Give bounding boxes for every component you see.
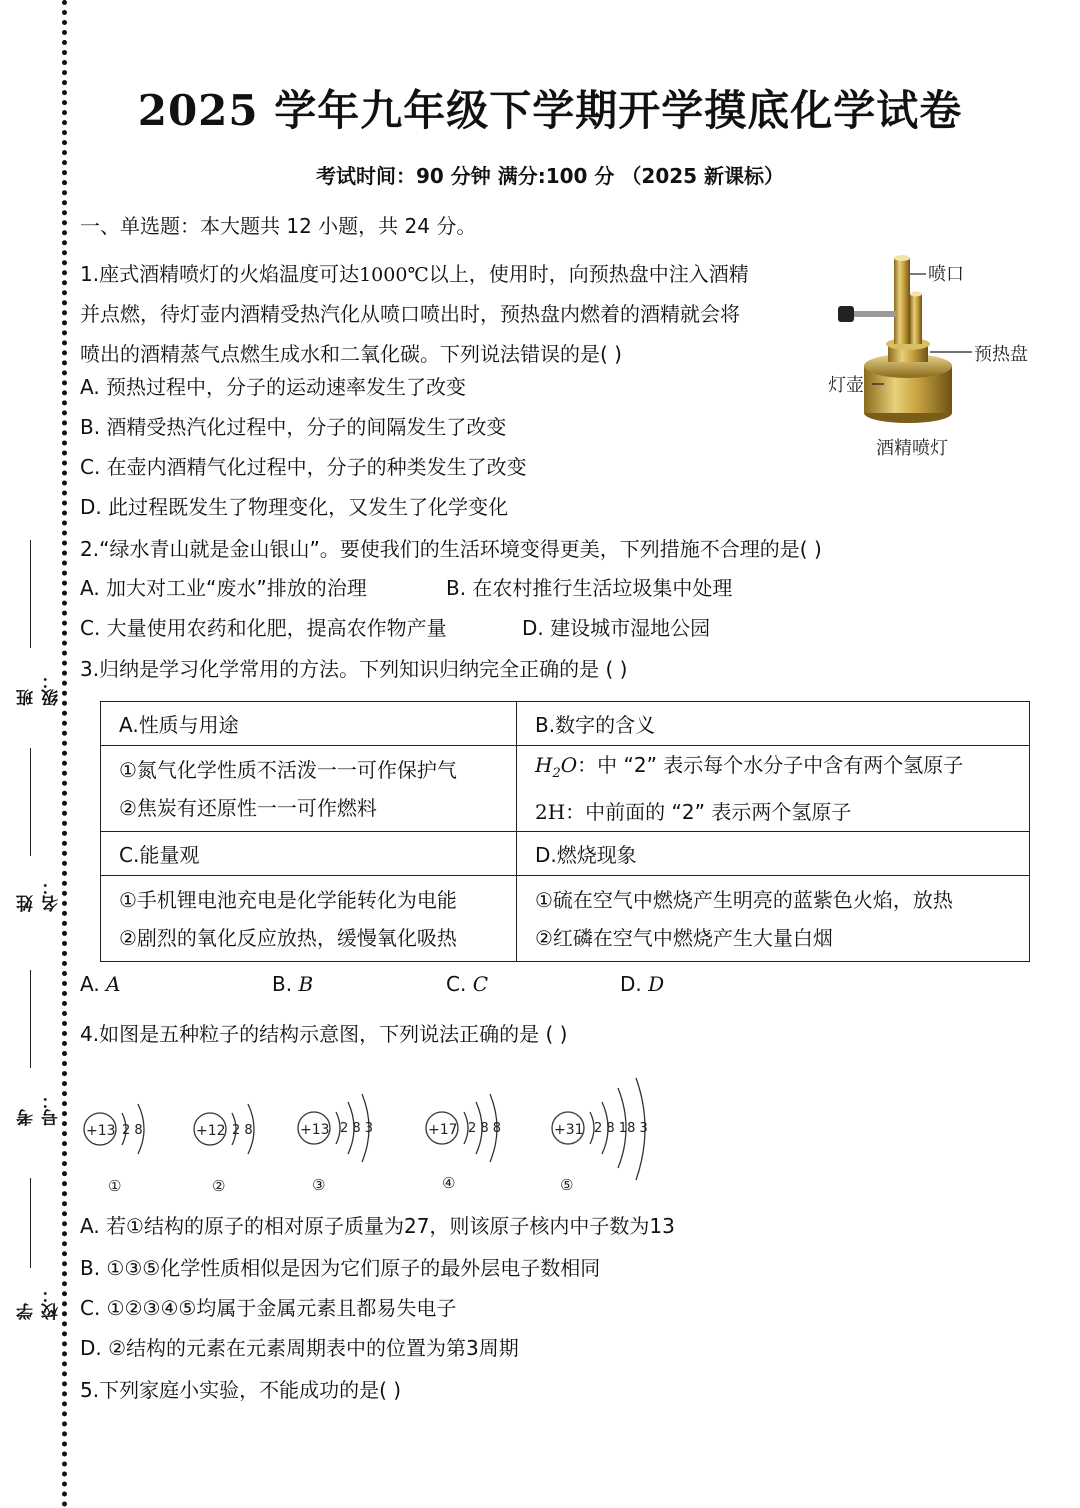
q1-stem-line2: 并点燃，待灯壶内酒精受热汽化从喷口喷出时，预热盘内燃着的酒精就会将 [80, 302, 740, 326]
q4-option-c: C. ①②③④⑤均属于金属元素且都易失电子 [80, 1296, 457, 1320]
table-c-item1: ①手机锂电池充电是化学能转化为电能 [119, 887, 457, 912]
class-blank-line [30, 540, 31, 648]
table-c-item2: ②剧烈的氧化反应放热，缓慢氧化吸热 [119, 925, 457, 950]
table-head-a: A.性质与用途 [101, 702, 517, 746]
q3-knowledge-table [100, 701, 1030, 962]
q3-option-b-letter: B [298, 972, 314, 996]
table-b-item2-text: ：中前面的 “2” 表示两个氢原子 [565, 800, 852, 824]
q5-stem: 5.下列家庭小实验，不能成功的是( ) [80, 1378, 402, 1402]
number-blank-line [30, 970, 31, 1068]
school-blank-line [30, 1178, 31, 1268]
table-head-b: B.数字的含义 [517, 702, 1030, 746]
particle-4-shells: 2 8 8 [468, 1121, 502, 1136]
exam-subtitle: 考试时间：90 分钟 满分:100 分 （2025 新课标） [315, 164, 785, 188]
preheat-label: 预热盘 [974, 344, 1028, 365]
nozzle-label: 喷口 [928, 264, 964, 285]
particle-5-number: ⑤ [560, 1176, 574, 1194]
section-heading: 一、单选题：本大题共 12 小题，共 24 分。 [80, 214, 477, 238]
table-b-item1 [535, 746, 1011, 793]
particle-2 [194, 1104, 254, 1195]
q3-option-d-letter: D [648, 972, 665, 996]
q1-stem-line3: 喷出的酒精蒸气点燃生成水和二氧化碳。下列说法错误的是( ) [80, 342, 622, 366]
table-d-item1: ①硫在空气中燃烧产生明亮的蓝紫色火焰，放热 [535, 887, 953, 912]
q1-stem-a: 1.座式酒精喷灯的火焰温度可达 [80, 262, 360, 286]
particle-5-nucleus: +31 [554, 1122, 584, 1138]
table-head-d: D.燃烧现象 [517, 832, 1030, 876]
particle-2-number: ② [212, 1177, 226, 1195]
binding-dotted-line [62, 0, 67, 1508]
q4-option-d: D. ②结构的元素在元素周期表中的位置为第3周期 [80, 1336, 519, 1360]
q3-option-a-letter: A [106, 972, 121, 996]
particle-3-nucleus: +13 [300, 1122, 330, 1138]
table-a-item1: ①氮气化学性质不活泼一一可作保护气 [119, 757, 457, 782]
particle-2-shells: 2 8 [232, 1123, 253, 1138]
q3-option-c [446, 972, 488, 996]
q1-option-a: A. 预热过程中，分子的运动速率发生了改变 [80, 375, 467, 399]
q3-option-d [620, 972, 664, 996]
q3-option-b [272, 972, 313, 996]
name-label: 姓名： [17, 878, 62, 912]
q1-stem-line1 [80, 260, 749, 289]
name-blank-line [30, 748, 31, 856]
blowtorch-caption: 酒精喷灯 [876, 438, 948, 459]
q3-stem: 3.归纳是学习化学常用的方法。下列知识归纳完全正确的是 ( ) [80, 657, 628, 681]
particle-1 [84, 1104, 144, 1195]
formula-o: O [560, 753, 578, 777]
q3-option-a [80, 972, 121, 996]
particle-5 [552, 1078, 648, 1194]
q3-option-b-prefix: B. [272, 972, 299, 996]
table-b-item1-text: ：中 “2” 表示每个水分子中含有两个氢原子 [577, 753, 964, 777]
formula-2h: 2H [535, 800, 566, 824]
q2-option-d: D. 建设城市湿地公园 [522, 616, 711, 640]
q2-stem: 2.“绿水青山就是金山银山”。要使我们的生活环境变得更美，下列措施不合理的是( ) [80, 537, 822, 561]
q4-option-b: B. ①③⑤化学性质相似是因为它们原子的最外层电子数相同 [80, 1256, 601, 1280]
particle-4-number: ④ [442, 1174, 456, 1192]
formula-h: H [535, 753, 553, 777]
exam-title: 2025 学年九年级下学期开学摸底化学试卷 [137, 86, 963, 135]
particle-1-shells: 2 8 [122, 1123, 143, 1138]
particle-3 [298, 1094, 373, 1194]
particle-5-shells: 2 8 18 3 [594, 1121, 648, 1136]
table-cell-d [517, 876, 1030, 962]
q1-option-b: B. 酒精受热汽化过程中，分子的间隔发生了改变 [80, 415, 507, 439]
atomic-structure-diagrams [78, 1068, 678, 1198]
q4-option-a: A. 若①结构的原子的相对原子质量为27，则该原子核内中子数为13 [80, 1214, 675, 1238]
q3-option-c-prefix: C. [446, 972, 473, 996]
q2-option-c: C. 大量使用农药和化肥，提高农作物产量 [80, 616, 447, 640]
table-b-item2 [535, 793, 1011, 831]
particle-1-number: ① [108, 1177, 122, 1195]
q2-option-b: B. 在农村推行生活垃圾集中处理 [446, 576, 733, 600]
table-cell-b [517, 746, 1030, 832]
table-d-item2: ②红磷在空气中燃烧产生大量白烟 [535, 925, 833, 950]
pot-label: 灯壶 [828, 375, 864, 396]
particle-2-nucleus: +12 [196, 1123, 226, 1139]
q1-stem-b: 以上，使用时，向预热盘中注入酒精 [428, 262, 749, 286]
q1-option-d: D. 此过程既发生了物理变化，又发生了化学变化 [80, 495, 509, 519]
table-head-c: C.能量观 [101, 832, 517, 876]
blowtorch-drawing [820, 248, 1050, 468]
table-a-item2: ②焦炭有还原性一一可作燃料 [119, 795, 377, 820]
q3-option-a-prefix: A. [80, 972, 107, 996]
particle-4-nucleus: +17 [428, 1122, 458, 1138]
particle-3-number: ③ [312, 1176, 326, 1194]
particle-4 [426, 1094, 501, 1192]
number-label: 考号： [17, 1092, 62, 1126]
particle-3-shells: 2 8 3 [340, 1121, 374, 1136]
class-label: 班级： [17, 672, 62, 706]
particle-1-nucleus: +13 [86, 1123, 116, 1139]
q3-option-d-prefix: D. [620, 972, 649, 996]
table-cell-a [101, 746, 517, 832]
q2-option-a: A. 加大对工业“废水”排放的治理 [80, 576, 367, 600]
table-cell-c [101, 876, 517, 962]
school-label: 学校： [17, 1286, 62, 1320]
atom-diagrams-svg [78, 1068, 678, 1198]
q4-stem: 4.如图是五种粒子的结构示意图，下列说法正确的是 ( ) [80, 1022, 568, 1046]
q1-option-c: C. 在壶内酒精气化过程中，分子的种类发生了改变 [80, 455, 527, 479]
formula-sub: 2 [552, 766, 561, 781]
q1-temperature: 1000℃ [359, 264, 429, 286]
alcohol-blowtorch-figure [820, 248, 1050, 468]
q3-option-c-letter: C [472, 972, 488, 996]
